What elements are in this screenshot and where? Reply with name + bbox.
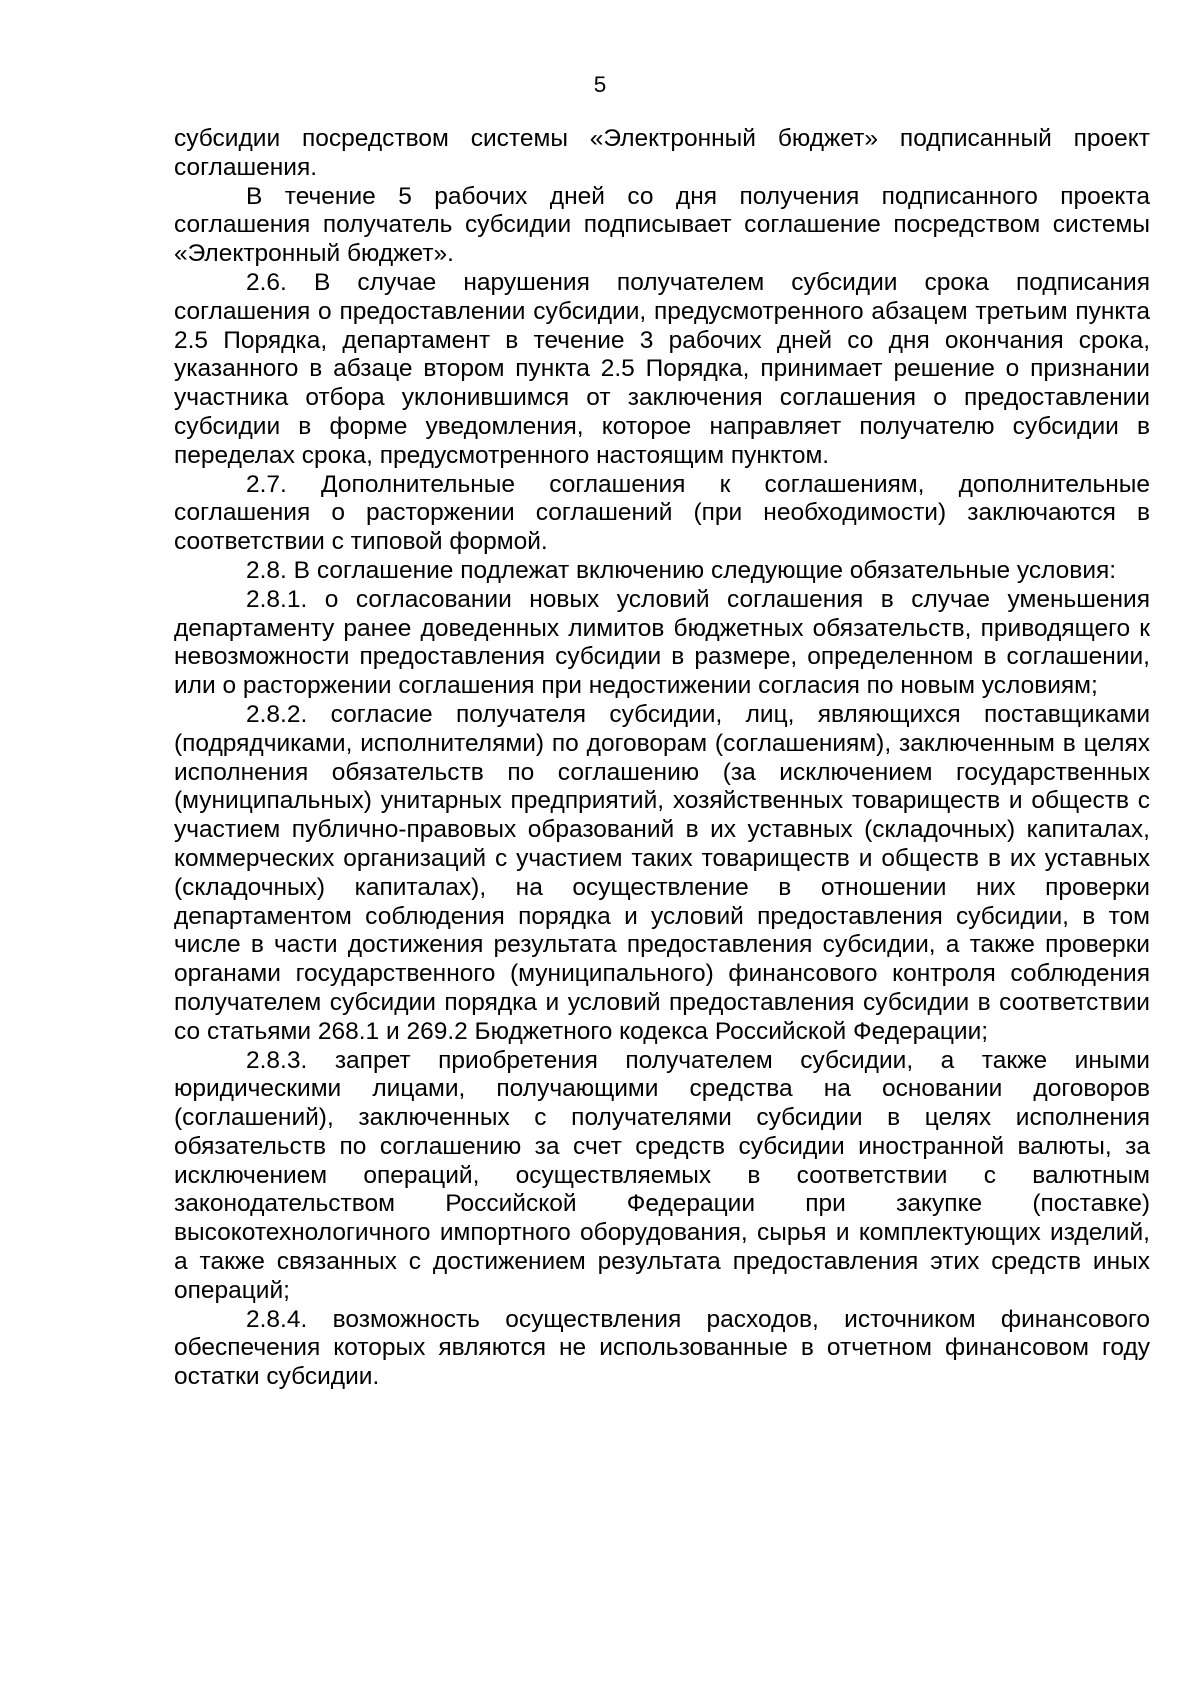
paragraph-2-8: 2.8. В соглашение подлежат включению следующие обязательные условия:: [246, 556, 1117, 584]
page-number: 5: [593, 72, 607, 97]
paragraph-2-8-1: 2.8.1. о согласовании новых условий соглашения в случае уменьшения департаменту ранее доведенных лимитов бюджетных обязательств, приводящего к невозможности предоставления субсидии в размере, определенном в соглашении, или о расторжении соглашения при недостижении согласия по новым условиям;: [174, 585, 1150, 700]
paragraph-continuation: субсидии посредством системы «Электронный бюджет» подписанный проект соглашения.: [174, 125, 1150, 181]
paragraph-signing-deadline: В течение 5 рабочих дней со дня получения подписанного проекта соглашения получатель субсидии подписывает соглашение посредством системы «Электронный бюджет».: [174, 182, 1150, 268]
paragraph-2-8-3: 2.8.3. запрет приобретения получателем субсидии, а также иными юридическими лицами, получающими средства на основании договоров (соглашений), заключенных с получателями субсидии в целях исполнения обязательств по соглашению за счет средств субсидии иностранной валюты, за исключением операций, осуществляемых в соответствии с валютным законодательством Российской Федерации при закупке (поставке) высокотехнологичного импортного оборудования, сырья и комплектующих изделий, а также связанных с достижением результата предоставления этих средств иных операций;: [174, 1046, 1150, 1304]
paragraph-2-6: 2.6. В случае нарушения получателем субсидии срока подписания соглашения о предоставлении субсидии, предусмотренного абзацем третьим пункта 2.5 Порядка, департамент в течение 3 рабочих дней со дня окончания срока, указанного в абзаце втором пункта 2.5 Порядка, принимает решение о признании участника отбора уклонившимся от заключения соглашения о предоставлении субсидии в форме уведомления, которое направляет получателю субсидии в переделах срока, предусмотренного настоящим пунктом.: [174, 268, 1150, 469]
paragraph-2-7: 2.7. Дополнительные соглашения к соглашениям, дополнительные соглашения о расторжении соглашений (при необходимости) заключаются в соответствии с типовой формой.: [174, 470, 1150, 556]
document-body: [174, 125, 1150, 1392]
paragraph-2-8-2: 2.8.2. согласие получателя субсидии, лиц, являющихся поставщиками (подрядчиками, исполнителями) по договорам (соглашениям), заключенным в целях исполнения обязательств по соглашению (за исключением государственных (муниципальных) унитарных предприятий, хозяйственных товариществ и обществ с участием публично-правовых образований в их уставных (складочных) капиталах, коммерческих организаций с участием таких товариществ и обществ в их уставных (складочных) капиталах), на осуществление в отношении них проверки департаментом соблюдения порядка и условий предоставления субсидии, в том числе в части достижения результата предоставления субсидии, а также проверки органами государственного (муниципального) финансового контроля соблюдения получателем субсидии порядка и условий предоставления субсидии в соответствии со статьями 268.1 и 269.2 Бюджетного кодекса Российской Федерации;: [174, 700, 1150, 1045]
paragraph-2-8-4: 2.8.4. возможность осуществления расходов, источником финансового обеспечения которых являются не использованные в отчетном финансовом году остатки субсидии.: [174, 1305, 1150, 1391]
